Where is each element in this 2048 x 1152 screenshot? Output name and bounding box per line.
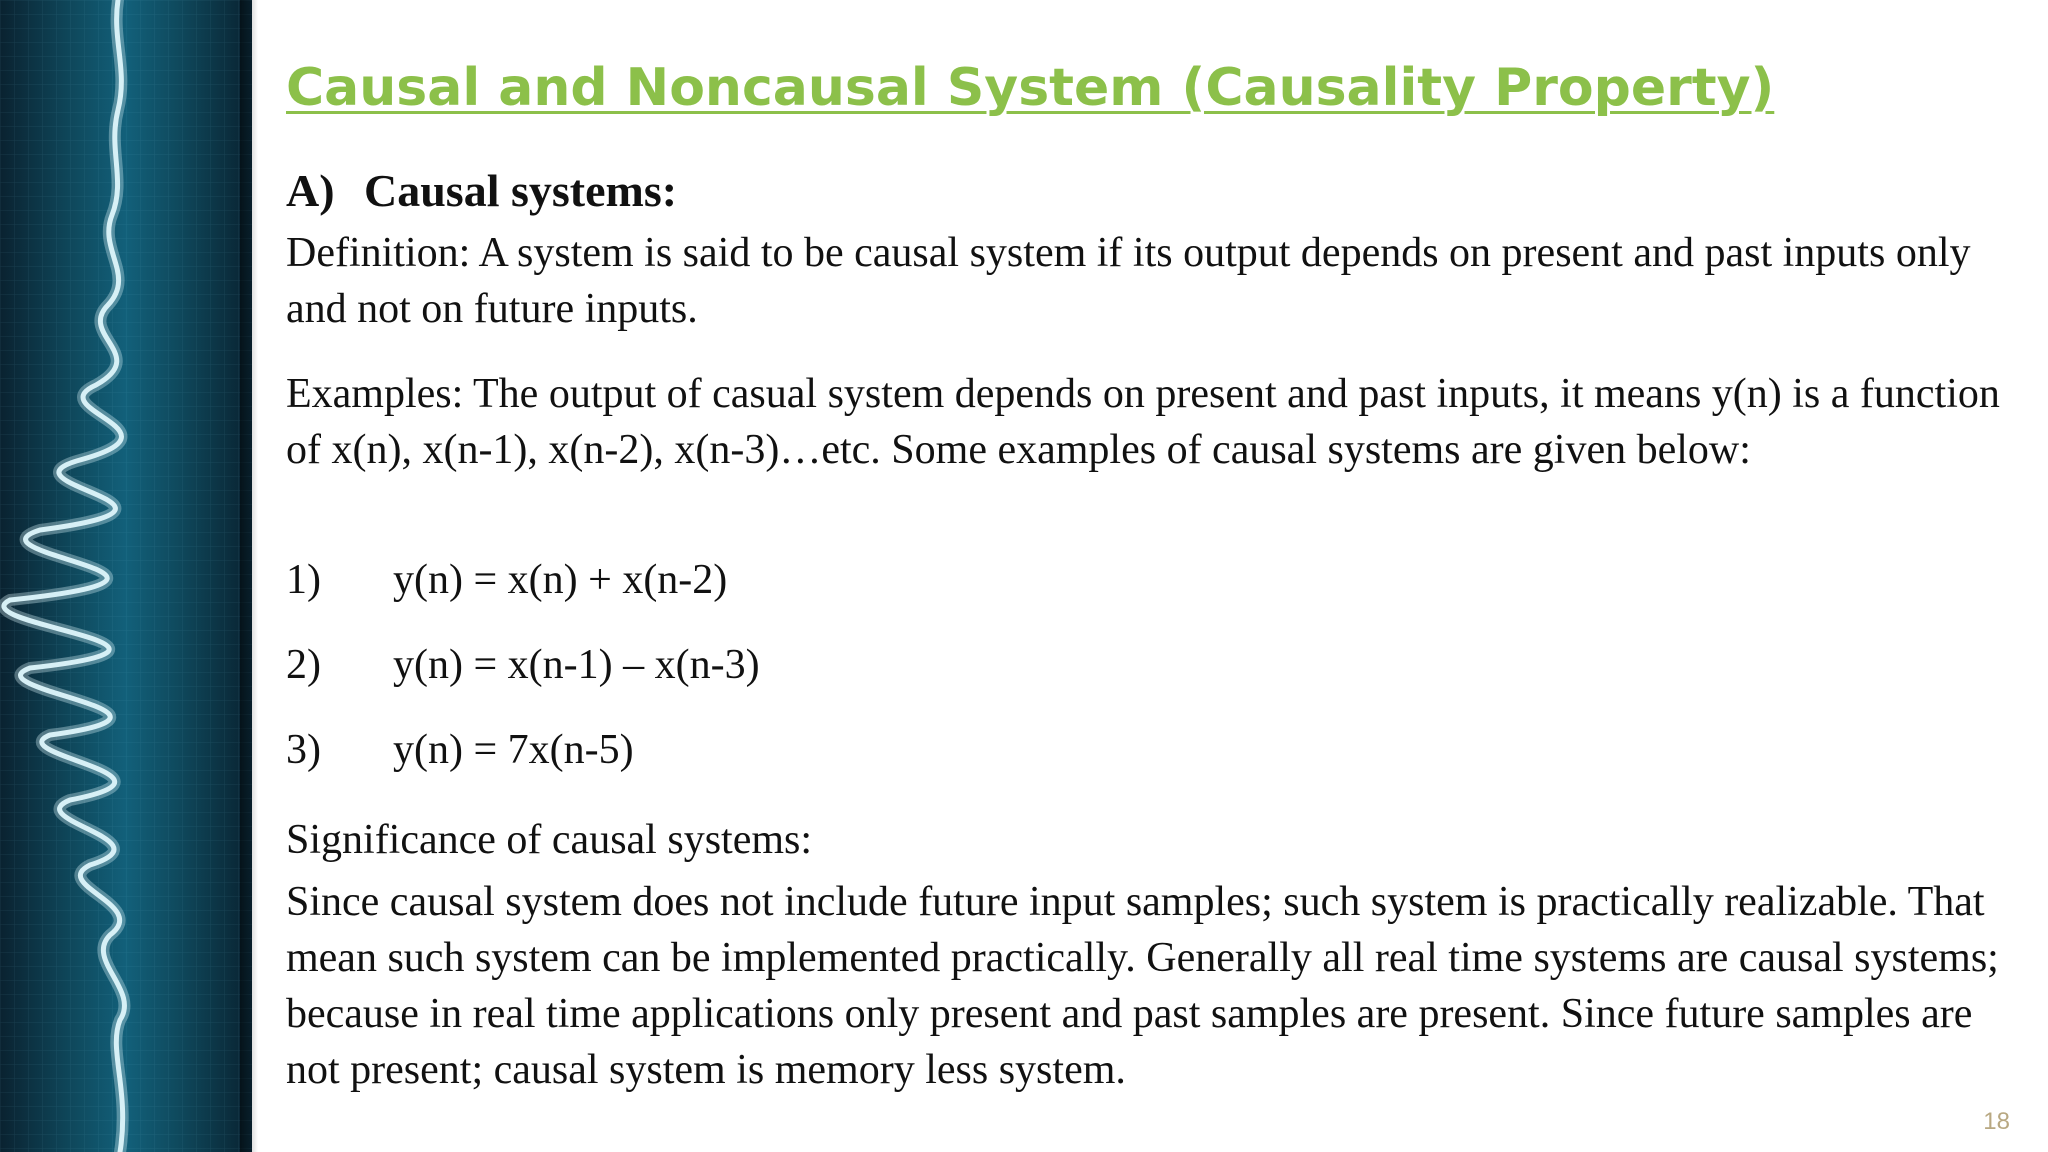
example-equation: y(n) = 7x(n-5) [393, 727, 634, 773]
significance-paragraph: Since causal system does not include future input samples; such system is practically realizable. That mean such system can be implemented practically. Generally all real time systems are causal systems; because in real time applications only present and past samples are present. Since future samples are not present; causal system is memory less system. [286, 879, 1999, 1093]
example-index: 1) [286, 557, 321, 603]
example-item [286, 726, 634, 774]
waveform-graphic [0, 0, 252, 1152]
example-index: 3) [286, 727, 321, 773]
example-index: 2) [286, 642, 321, 688]
page-number: 18 [1983, 1108, 2010, 1135]
section-label: Causal systems: [364, 165, 678, 216]
significance-heading: Significance of causal systems: [286, 817, 813, 863]
example-item [286, 641, 760, 689]
examples-paragraph: Examples: The output of casual system depends on present and past inputs, it means y(n) is a function of x(n), x(n-1), x(n-2), x(n-3)…etc. Some examples of causal systems are given below: [286, 371, 2000, 473]
example-item [286, 556, 727, 604]
slide-title: Causal and Noncausal System (Causality Property) [286, 58, 1775, 118]
section-number: A) [286, 165, 335, 216]
example-equation: y(n) = x(n-1) – x(n-3) [393, 642, 760, 688]
example-equation: y(n) = x(n) + x(n-2) [393, 557, 728, 603]
sidebar-shadow [240, 0, 258, 1152]
waveform-sidebar-image [0, 0, 252, 1152]
section-heading [286, 164, 677, 217]
definition-paragraph: Definition: A system is said to be causal system if its output depends on present and past inputs only and not on future inputs. [286, 230, 1971, 332]
